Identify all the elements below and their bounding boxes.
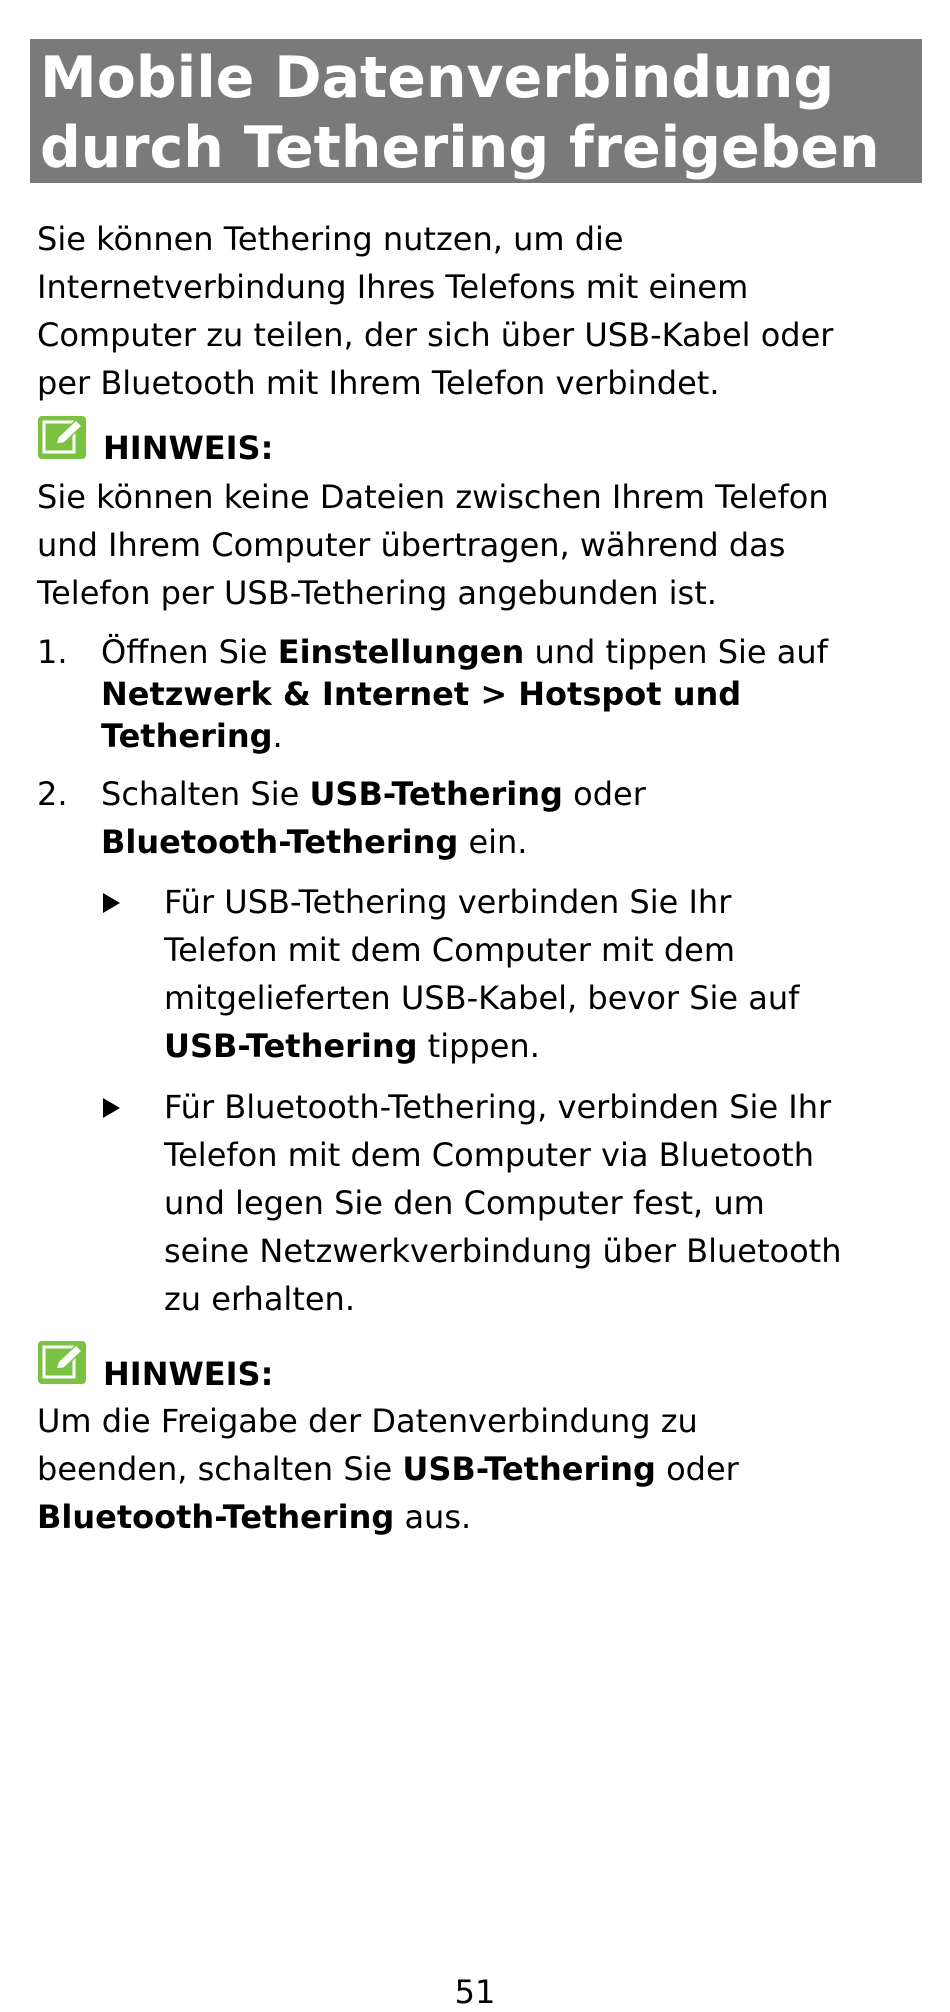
step-2-bluetooth-label: Bluetooth-Tethering <box>101 823 459 861</box>
step-1-line-3 <box>101 714 283 758</box>
intro-line-4: per Bluetooth mit Ihrem Telefon verbindet. <box>37 364 720 402</box>
step-number-1: 1. <box>37 633 68 671</box>
note2-text-a: beenden, schalten Sie <box>37 1450 403 1488</box>
bullet-2-line-3: und legen Sie den Computer fest, um <box>164 1184 765 1222</box>
step-2-line-1 <box>101 772 646 816</box>
step-1-settings-label: Einstellungen <box>277 633 525 671</box>
step-1-line-1 <box>101 630 828 674</box>
step-1-path-label: Netzwerk & Internet > Hotspot und <box>101 675 742 713</box>
bullet-1-line-4 <box>164 1022 540 1070</box>
bullet-1-line-3: mitgelieferten USB-Kabel, bevor Sie auf <box>164 979 800 1017</box>
step-2-line-2 <box>101 820 527 864</box>
note2-line-1: Um die Freigabe der Datenverbindung zu <box>37 1402 698 1440</box>
triangle-bullet-icon <box>103 1098 120 1118</box>
page-title <box>30 39 922 183</box>
intro-line-3: Computer zu teilen, der sich über USB-Kabel oder <box>37 316 834 354</box>
note2-text-end: aus. <box>394 1498 472 1536</box>
step-2-usb-label: USB-Tethering <box>309 775 563 813</box>
step-1-tethering-label: Tethering <box>101 717 273 755</box>
bullet-1-usb-label: USB-Tethering <box>164 1027 418 1065</box>
step-number-2: 2. <box>37 775 68 813</box>
bullet-2-line-1: Für Bluetooth-Tethering, verbinden Sie Ihr <box>164 1088 832 1126</box>
note2-text-c: oder <box>655 1450 739 1488</box>
note2-usb-label: USB-Tethering <box>402 1450 656 1488</box>
step-1-text-c: und tippen Sie auf <box>524 633 828 671</box>
note-line-2: und Ihrem Computer übertragen, während das <box>37 526 786 564</box>
step-1-period: . <box>272 717 283 755</box>
note2-line-3 <box>37 1493 471 1541</box>
intro-line-2: Internetverbindung Ihres Telefons mit einem <box>37 268 749 306</box>
bullet-1-line-1: Für USB-Tethering verbinden Sie Ihr <box>164 883 732 921</box>
intro-line-1: Sie können Tethering nutzen, um die <box>37 220 624 258</box>
pencil-note-icon <box>38 416 86 459</box>
page-number: 51 <box>454 1973 496 2011</box>
note2-line-2 <box>37 1445 739 1493</box>
step-1-text-a: Öffnen Sie <box>101 633 278 671</box>
step-1-line-2 <box>101 672 741 716</box>
step-2-text-a: Schalten Sie <box>101 775 310 813</box>
title-line-2: durch Tethering freigeben <box>40 115 880 181</box>
bullet-1-line-2: Telefon mit dem Computer mit dem <box>164 931 735 969</box>
note-line-3: Telefon per USB-Tethering angebunden ist. <box>37 574 717 612</box>
bullet-2-line-5: zu erhalten. <box>164 1280 355 1318</box>
note2-bluetooth-label: Bluetooth-Tethering <box>37 1498 395 1536</box>
triangle-bullet-icon <box>103 893 120 913</box>
step-2-text-end: ein. <box>458 823 528 861</box>
step-2-text-c: oder <box>562 775 646 813</box>
title-line-1: Mobile Datenverbindung <box>40 45 835 111</box>
note-heading: HINWEIS: <box>103 1355 274 1393</box>
note-heading: HINWEIS: <box>103 429 274 467</box>
note-line-1: Sie können keine Dateien zwischen Ihrem Telefon <box>37 478 829 516</box>
bullet-2-line-2: Telefon mit dem Computer via Bluetooth <box>164 1136 814 1174</box>
pencil-note-icon <box>38 1341 86 1384</box>
bullet-2-line-4: seine Netzwerkverbindung über Bluetooth <box>164 1232 842 1270</box>
bullet-1-text-end: tippen. <box>417 1027 540 1065</box>
